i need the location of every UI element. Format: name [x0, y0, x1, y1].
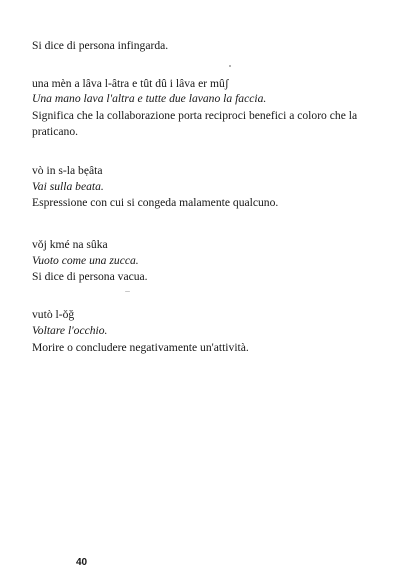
entry-translation: Voltare l'occhio.	[32, 324, 108, 337]
entry-dialect-phrase: vutò l-ǒğ	[32, 308, 75, 321]
entry-dialect-phrase: vò in s-la bẹâta	[32, 164, 103, 177]
entry-dialect-phrase: una mèn a lâva l-âtra e tût dû i lâva er mûʃ	[32, 77, 229, 90]
entry-explanation-continued: praticano.	[32, 125, 79, 138]
print-speck	[125, 291, 130, 292]
entry-explanation: Espressione con cui si congeda malamente qualcuno.	[32, 196, 279, 209]
print-speck	[229, 65, 231, 67]
page-number: 40	[76, 557, 88, 568]
entry-translation: Una mano lava l'altra e tutte due lavano la faccia.	[32, 92, 267, 105]
entry-translation: Vuoto come una zucca.	[32, 254, 139, 267]
entry-dialect-phrase: vǒj kmé na sûka	[32, 238, 108, 251]
entry-explanation: Si dice di persona vacua.	[32, 270, 148, 283]
entry-translation: Vai sulla beata.	[32, 180, 104, 193]
entry-explanation: Morire o concludere negativamente un'attività.	[32, 341, 249, 354]
entry-explanation: Significa che la collaborazione porta reciproci benefici a coloro che la	[32, 109, 358, 122]
entry-text: Si dice di persona infingarda.	[32, 39, 169, 52]
